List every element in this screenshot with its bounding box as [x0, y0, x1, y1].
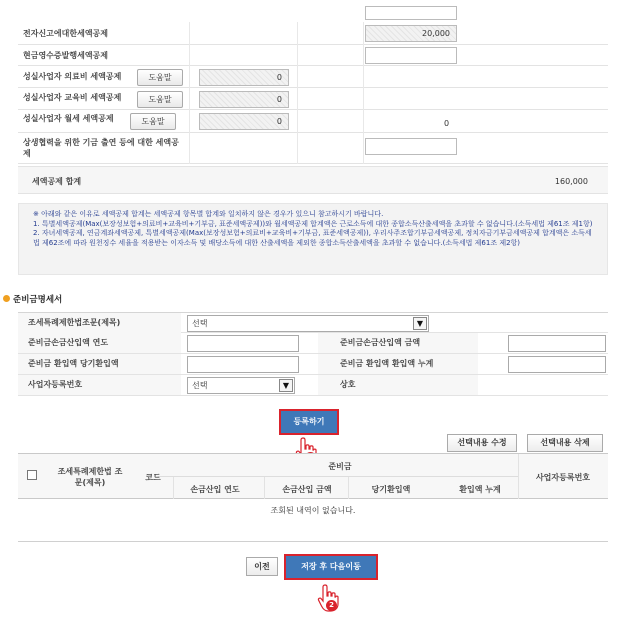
divider [189, 22, 190, 45]
chevron-down-icon: ▼ [413, 317, 427, 330]
col-bizno-header: 사업자등록번호 [535, 473, 591, 482]
col-law-header: 조세특례제한법 조문(제목) [57, 467, 123, 487]
divider [297, 22, 298, 45]
col-code-header: 코드 [145, 473, 161, 482]
delete-selected-button[interactable]: 선택내용 삭제 [527, 434, 603, 452]
amount-label: 준비금손금산입액 금액 [318, 333, 478, 353]
chevron-down-icon: ▼ [279, 379, 293, 392]
divider [297, 66, 298, 88]
header-divider [348, 477, 349, 499]
edit-selected-button[interactable]: 선택내용 수정 [447, 434, 517, 452]
divider [297, 45, 298, 66]
coprosperity-credit-input[interactable] [365, 138, 457, 155]
credit-total-value: 160,000 [554, 177, 588, 186]
section-title: 준비금명세서 [13, 295, 63, 305]
bizno-select-value: 선택 [192, 381, 208, 390]
e-filing-credit-value: 20,000 [365, 25, 457, 42]
help-button[interactable]: 도움말 [137, 69, 183, 86]
credit-row [18, 45, 608, 66]
divider [189, 88, 190, 110]
education-credit-value: 0 [199, 91, 289, 108]
divider [363, 110, 364, 133]
help-button[interactable]: 도움말 [130, 113, 176, 130]
divider [363, 22, 364, 45]
form-row [18, 312, 608, 333]
divider [189, 133, 190, 164]
col-cum-header: 환입액 누계 [459, 485, 501, 494]
col-year-header: 손금산입 연도 [190, 485, 240, 494]
credit-total-row [18, 166, 608, 194]
table-bottom-border [18, 541, 608, 542]
save-next-button[interactable]: 저장 후 다음이동 [284, 554, 378, 580]
law-label: 조세특례제한법조문(제목) [18, 313, 181, 333]
credit-label: 전자신고에대한세액공제 [23, 29, 109, 38]
credit-label: 현금영수증발행세액공제 [23, 51, 109, 60]
credit-total-label: 세액공제 합계 [32, 177, 82, 186]
step-badge-2: 2 [326, 600, 337, 611]
section-bullet-icon [3, 295, 10, 302]
credit-row [18, 133, 608, 164]
divider [363, 45, 364, 66]
col-current-header: 당기환입액 [371, 485, 411, 494]
rent-credit-value2: 0 [444, 119, 450, 128]
credit-label: 상생협력을 위한 기금 출연 등에 대한 세액공제 [23, 138, 179, 158]
form-row [18, 333, 608, 354]
notice-line: 1. 특별세액공제(Max(보장성보험+의료비+교육비+기부금, 표준세액공제))와 월세액공제 합계액은 근로소득에 대한 종합소득산출세액을 초과할 수 없습니다.(소득세법 제61조 제1항) [33, 219, 593, 228]
header-divider [173, 477, 174, 499]
notice-line: ※ 아래와 같은 이유로 세액공제 합계는 세액공제 항목별 합계와 일치하지 않은 경우가 있으니 참고하시기 바랍니다. [33, 210, 384, 218]
cash-receipt-credit-input[interactable] [365, 47, 457, 64]
divider [363, 66, 364, 88]
register-button[interactable]: 등록하기 [279, 409, 339, 435]
divider [297, 110, 298, 133]
divider [189, 110, 190, 133]
law-select[interactable] [187, 315, 429, 332]
current-input[interactable] [187, 356, 299, 373]
divider [297, 133, 298, 164]
col-amount-header: 손금산입 금액 [282, 485, 332, 494]
notice-line: 2. 자녀세액공제, 연금계좌세액공제, 특별세액공제(Max(보장성보험+의료비+교육비+기부금, 표준세액공제)), 우리사주조합기부금세액공제, 정치자금기부금세액공제 합계액은 소득세법 제62조에 따라 원천징수 세율을 적용받는 이자소득 및 배당소득에 대한 산출세액을 제외한 종합소득산출세액을 초과할 수 없습니다.(소득세법 제61조 제2항) [33, 229, 592, 247]
year-input[interactable] [187, 335, 299, 352]
form-row [18, 375, 608, 396]
credit-label: 성실사업자 교육비 세액공제 [23, 93, 122, 102]
cum-input[interactable] [508, 356, 606, 373]
credit-row [18, 110, 608, 133]
divider [363, 133, 364, 164]
divider [363, 88, 364, 110]
credit-row [18, 22, 608, 45]
divider [297, 88, 298, 110]
divider [189, 45, 190, 66]
form-row [18, 354, 608, 375]
law-select-value: 선택 [192, 319, 208, 328]
amount-input[interactable] [508, 335, 606, 352]
header-divider [264, 477, 265, 499]
empty-message: 조회된 내역이 없습니다. [270, 506, 356, 515]
credit-row [18, 88, 608, 110]
bizno-select[interactable] [187, 377, 295, 394]
top-partial-input[interactable] [365, 6, 457, 20]
cum-label: 준비금 환입액 환입액 누계 [318, 354, 478, 374]
year-label: 준비금손금산입액 연도 [18, 333, 181, 353]
credit-row [18, 66, 608, 88]
credit-label: 성실사업자 월세 세액공제 [23, 114, 114, 123]
help-button[interactable]: 도움말 [137, 91, 183, 108]
divider [189, 66, 190, 88]
credit-label: 성실사업자 의료비 세액공제 [23, 72, 122, 81]
rent-credit-value: 0 [199, 113, 289, 130]
notice-box [18, 203, 608, 275]
prev-button[interactable]: 이전 [246, 557, 278, 576]
current-label: 준비금 환입액 당기환입액 [18, 354, 181, 374]
select-all-checkbox[interactable] [27, 470, 37, 480]
bizno-label: 사업자등록번호 [18, 375, 181, 395]
col-reserve-header: 준비금 [328, 462, 352, 471]
name-label: 상호 [318, 375, 478, 395]
header-divider [156, 476, 518, 477]
medical-credit-value: 0 [199, 69, 289, 86]
